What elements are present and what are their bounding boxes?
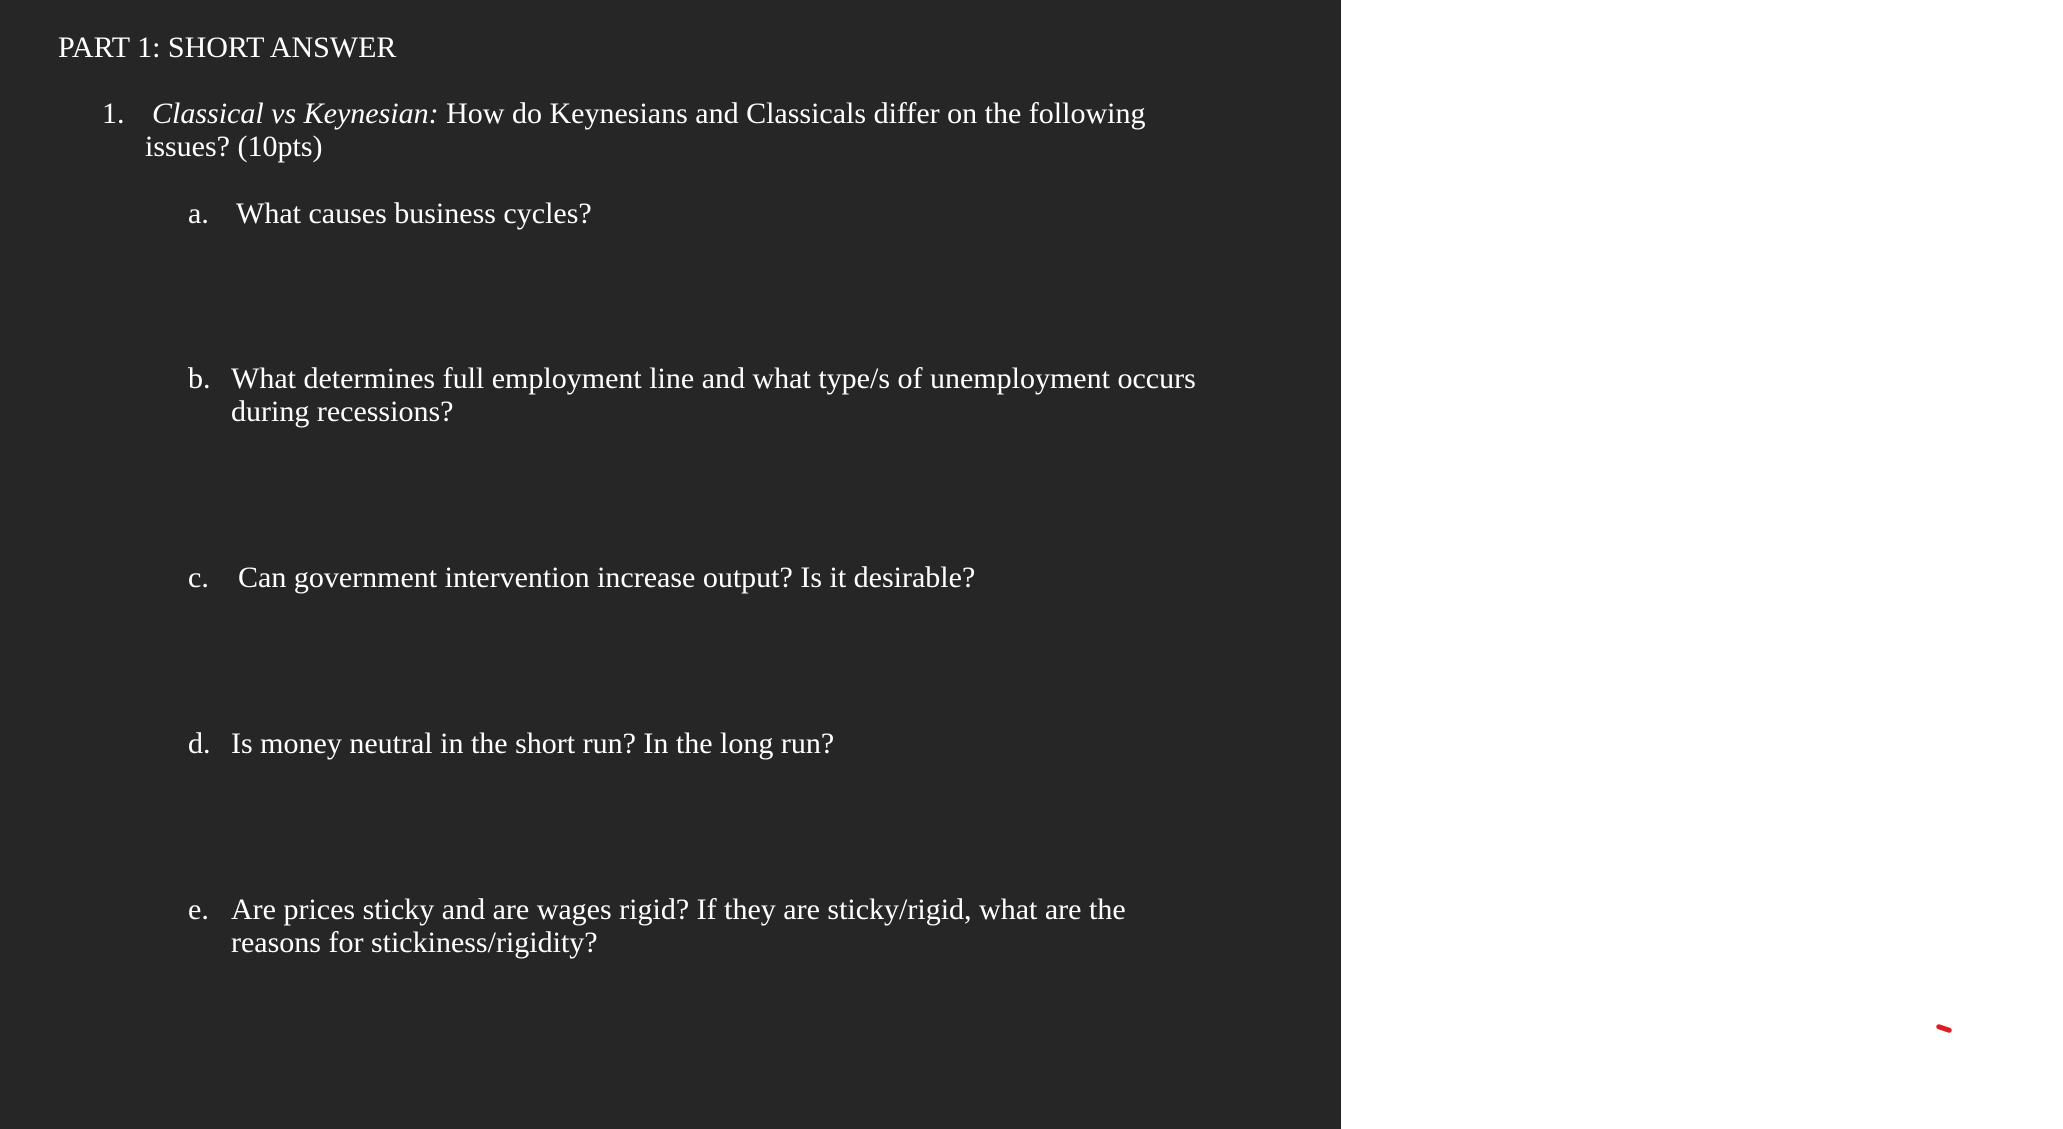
subquestion-a-text <box>236 197 1226 230</box>
subquestion-a-line-1: What causes business cycles? <box>236 197 592 230</box>
subquestion-d-letter: d. <box>188 727 211 760</box>
question-line-2: issues? (10pts) <box>145 130 323 163</box>
subquestion-d-text <box>231 727 1221 760</box>
question-number: 1. <box>102 97 125 130</box>
subquestion-c-text <box>238 561 1228 594</box>
subquestion-e-letter: e. <box>188 893 209 926</box>
section-heading: PART 1: SHORT ANSWER <box>58 31 397 64</box>
subquestion-b-letter: b. <box>188 362 211 395</box>
question-text <box>145 97 1146 163</box>
subquestion-c-letter: c. <box>188 561 209 594</box>
question-line-1 <box>145 97 1146 130</box>
question-title: Classical vs Keynesian: <box>152 97 439 130</box>
subquestion-a-letter: a. <box>188 197 209 230</box>
blank-margin <box>1341 0 2063 1129</box>
subquestion-e-line-2: reasons for stickiness/rigidity? <box>231 926 598 959</box>
subquestion-e-text <box>231 893 1221 959</box>
subquestion-c-line-1: Can government intervention increase output? Is it desirable? <box>238 561 976 594</box>
subquestion-b-text <box>231 362 1221 428</box>
subquestion-e-line-1: Are prices sticky and are wages rigid? If they are sticky/rigid, what are the <box>231 893 1126 926</box>
question-body: How do Keynesians and Classicals differ on the following <box>446 97 1146 130</box>
subquestion-b-line-2: during recessions? <box>231 395 454 428</box>
subquestion-b-line-1: What determines full employment line and what type/s of unemployment occurs <box>231 362 1196 395</box>
subquestion-d-line-1: Is money neutral in the short run? In the long run? <box>231 727 835 760</box>
